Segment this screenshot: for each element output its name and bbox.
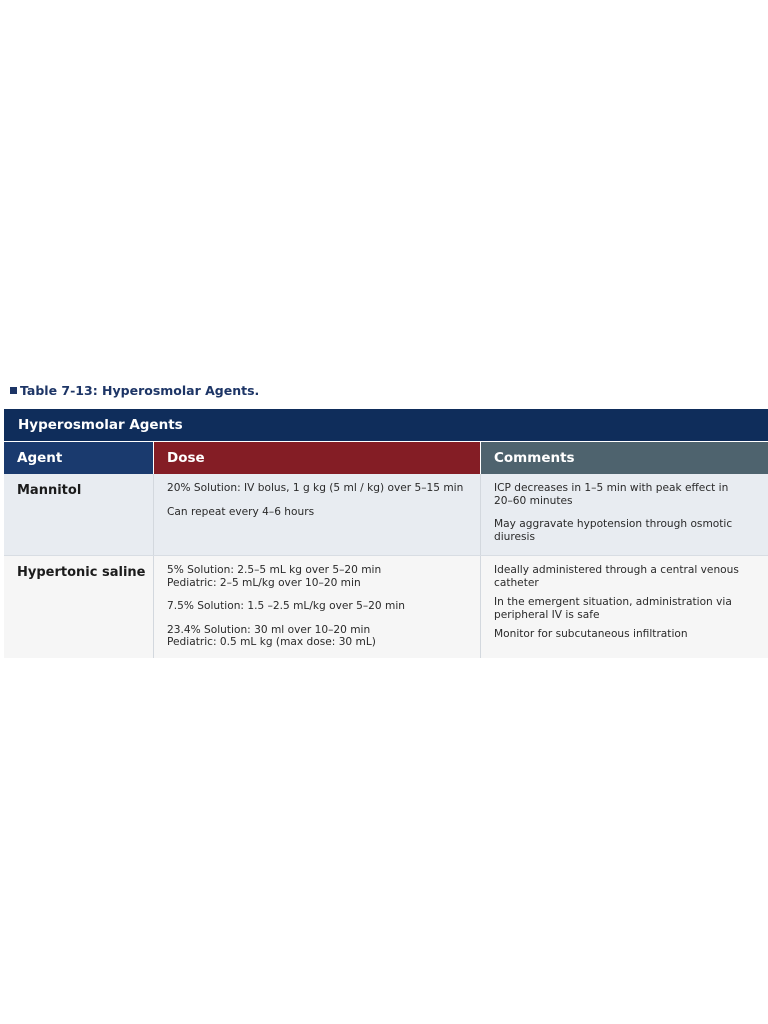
- comment-line: catheter: [494, 576, 539, 589]
- agent-cell: [4, 474, 154, 555]
- table-caption-text: Table 7-13: Hyperosmolar Agents.: [20, 382, 260, 398]
- dose-line: Pediatric: 2–5 mL/kg over 10–20 min: [167, 576, 361, 589]
- comment-line: May aggravate hypotension through osmotic: [494, 518, 733, 530]
- hyperosmolar-table: [4, 409, 768, 658]
- comment-line: 20–60 minutes: [494, 494, 573, 507]
- agent-name: Hypertonic saline: [17, 565, 146, 580]
- comment-line: Ideally administered through a central venous: [494, 564, 739, 576]
- comment-line: Monitor for subcutaneous infiltration: [494, 628, 688, 640]
- comment-line: peripheral IV is safe: [494, 608, 600, 621]
- table-title: Hyperosmolar Agents: [4, 409, 768, 441]
- column-header-dose: Dose: [154, 442, 480, 474]
- table-row: [4, 555, 768, 658]
- dose-line: 23.4% Solution: 30 ml over 10–20 min: [167, 623, 371, 636]
- dose-cell: [154, 556, 481, 658]
- column-header-comments: Comments: [481, 442, 768, 474]
- comment-line: ICP decreases in 1–5 min with peak effect in: [494, 482, 729, 494]
- dose-line: 20% Solution: IV bolus, 1 g kg (5 ml / kg) over 5–15 min: [167, 482, 464, 494]
- comments-cell: [481, 556, 768, 658]
- comments-cell: [481, 474, 768, 555]
- column-header-agent: Agent: [4, 442, 153, 474]
- square-bullet-icon: [10, 387, 17, 394]
- comment-line: diuresis: [494, 530, 536, 543]
- dose-cell: [154, 474, 481, 555]
- dose-line: 7.5% Solution: 1.5 –2.5 mL/kg over 5–20 min: [167, 600, 405, 612]
- dose-line: 5% Solution: 2.5–5 mL kg over 5–20 min: [167, 564, 382, 576]
- dose-line: Can repeat every 4–6 hours: [167, 505, 315, 518]
- dose-line: Pediatric: 0.5 mL kg (max dose: 30 mL): [167, 636, 376, 648]
- table-row: [4, 474, 768, 555]
- comment-line: In the emergent situation, administration via: [494, 596, 732, 608]
- table-caption: [10, 381, 259, 399]
- agent-cell: [4, 556, 154, 658]
- agent-name: Mannitol: [17, 483, 82, 498]
